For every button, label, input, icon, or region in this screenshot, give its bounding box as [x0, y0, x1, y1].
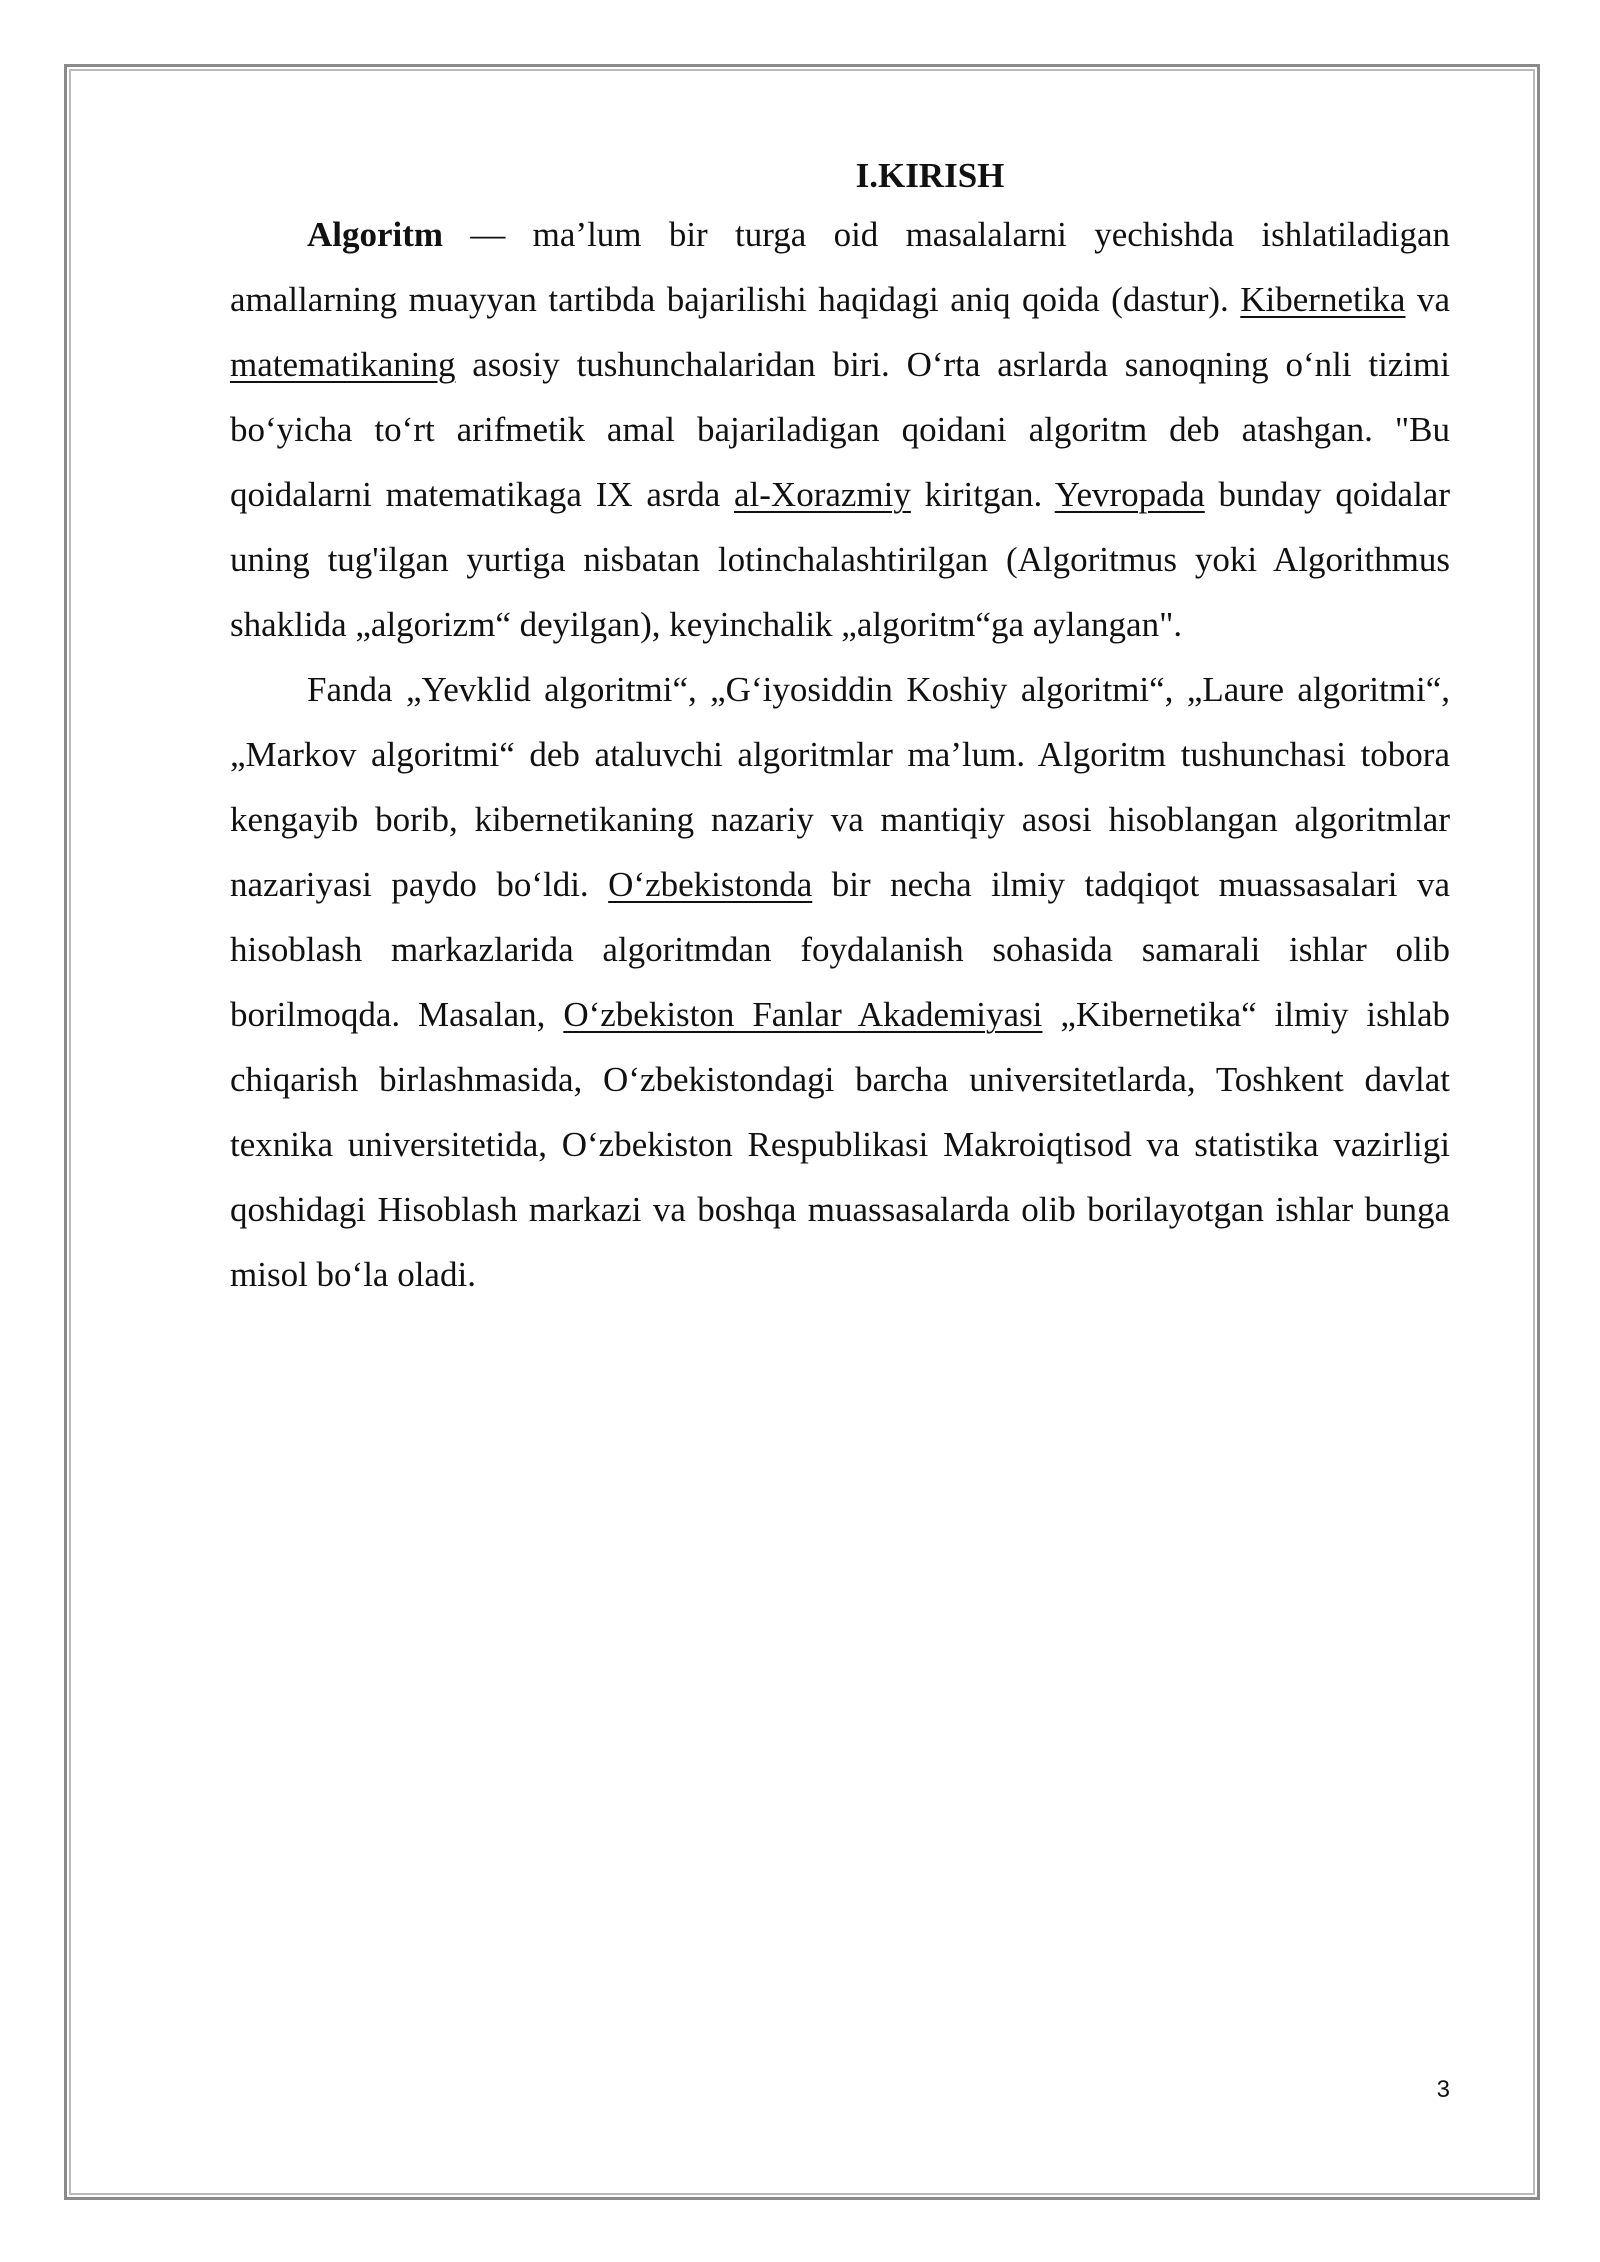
link-yevropada[interactable]: Yevropada: [1054, 475, 1205, 514]
paragraph-1-text-1: — ma’lum bir turga oid masalalarni yechishda ishlatiladigan amallarning muayyan tartibda bajarilishi haqidagi aniq qoida (dastur).: [230, 215, 1450, 319]
paragraph-1-text-3: asosiy tushunchalaridan biri. O‘rta asrlarda sanoqning o‘nli tizimi bo‘yicha to‘rt arifmetik amal bajariladigan qoidani algoritm deb atashgan. "Bu qoidalarni matematikaga IX asrda: [230, 345, 1450, 514]
paragraph-1-text-5: bunday qoidalar uning tug'ilgan yurtiga nisbatan lotinchalashtirilgan (Algoritmus yoki Algorithmus shaklida „algorizm“ deyilgan), keyinchalik „algoritm“ga aylangan".: [230, 475, 1450, 644]
paragraph-2-text-1: Fanda „Yevklid algoritmi“, „G‘iyosiddin Koshiy algoritmi“, „Laure algoritmi“, „Markov algoritmi“ deb ataluvchi algoritmlar ma’lum. Algoritm tushunchasi tobora kengayib borib, kibernetikaning nazariy va mantiqiy asosi hisoblangan algoritmlar nazariyasi paydo bo‘ldi.: [230, 670, 1450, 904]
section-heading: I.KIRISH: [855, 156, 1005, 195]
paragraph-1: [230, 202, 1450, 657]
paragraph-1-text-4: kiritgan.: [910, 475, 1055, 514]
link-fanlar-akademiyasi[interactable]: O‘zbekiston Fanlar Akademiyasi: [563, 995, 1043, 1034]
link-al-xorazmiy[interactable]: al-Xorazmiy: [734, 475, 911, 514]
page-number: 3: [1436, 2076, 1450, 2103]
link-matematikaning[interactable]: matematikaning: [230, 345, 456, 384]
paragraph-1-text-2: va: [1405, 280, 1450, 319]
document-body: [230, 150, 1450, 1307]
paragraph-2: [230, 657, 1450, 1307]
link-ozbekistonda[interactable]: O‘zbekistonda: [608, 865, 813, 904]
link-kibernetika[interactable]: Kibernetika: [1240, 280, 1406, 319]
paragraph-2-text-2: bir necha ilmiy tadqiqot muassasalari va hisoblash markazlarida algoritmdan foydalanish sohasida samarali ishlar olib borilmoqda. Masalan,: [230, 865, 1450, 1034]
paragraph-2-text-3: „Kibernetika“ ilmiy ishlab chiqarish birlashmasida, O‘zbekistondagi barcha universitetlarda, Toshkent davlat texnika universitetida, O‘zbekiston Respublikasi Makroiqtisod va statistika vazirligi qoshidagi Hisoblash markazi va boshqa muassasalarda olib borilayotgan ishlar bunga misol bo‘la oladi.: [230, 995, 1451, 1294]
term-algoritm: Algoritm: [307, 215, 444, 254]
